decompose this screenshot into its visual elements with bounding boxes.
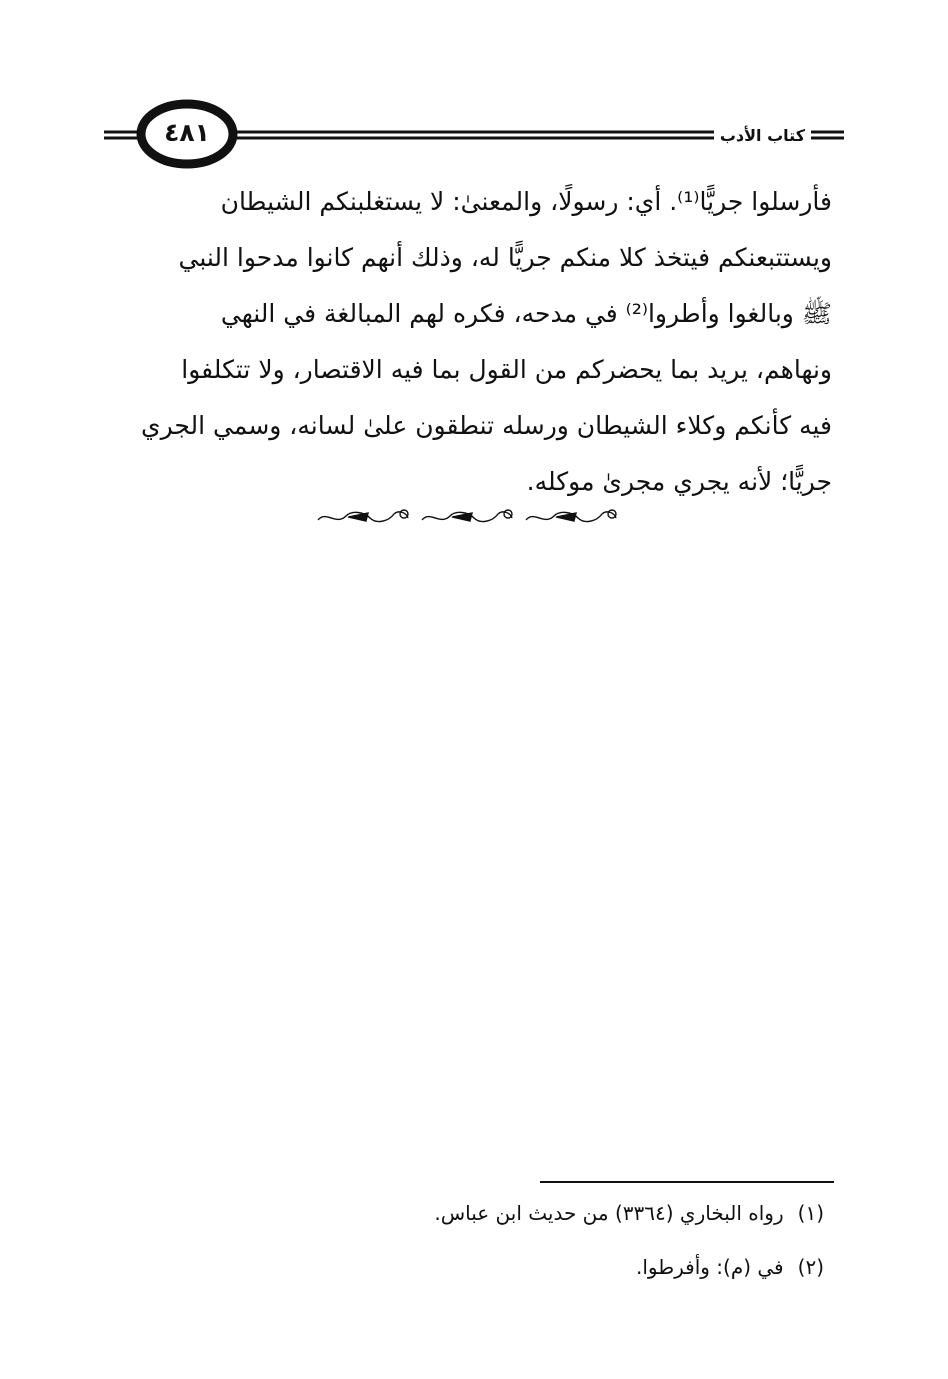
footnote-2 [636, 1252, 824, 1282]
footnote-text: رواه البخاري (٣٣٦٤) من حديث ابن عباس. [434, 1201, 784, 1225]
text-line: ﷺ وبالغوا وأطروا⁽²⁾ في مدحه، فكره لهم المبالغة في النهي [220, 299, 832, 328]
main-text [104, 174, 832, 510]
page-number: ٤٨١ [164, 118, 210, 147]
footnote-text: في (م): وأفرطوا. [635, 1255, 784, 1279]
text-line: ونهاهم، يريد بما يحضركم من القول بما فيه الاقتصار، ولا تتكلفوا [181, 355, 832, 384]
text-line: فيه كأنكم وكلاء الشيطان ورسله تنطقون علىٰ لسانه، وسمي الجري [141, 411, 832, 440]
text-line: ويستتبعنكم فيتخذ كلا منكم جريًّا له، وذلك أنهم كانوا مدحوا النبي [178, 243, 832, 272]
footnote-number: (١) [797, 1201, 824, 1225]
page-header [104, 96, 844, 178]
running-title: كتاب الأدب [714, 126, 811, 146]
footnote-number: (٢) [797, 1255, 824, 1279]
footnote-1 [434, 1198, 824, 1228]
section-end-ornament [312, 500, 624, 534]
text-line: جريًّا؛ لأنه يجري مجرىٰ موكله. [526, 467, 832, 496]
text-line: فأرسلوا جريًّا⁽¹⁾. أي: رسولًا، والمعنىٰ: لا يستغلبنكم الشيطان [220, 187, 832, 216]
footnote-separator [540, 1181, 834, 1183]
